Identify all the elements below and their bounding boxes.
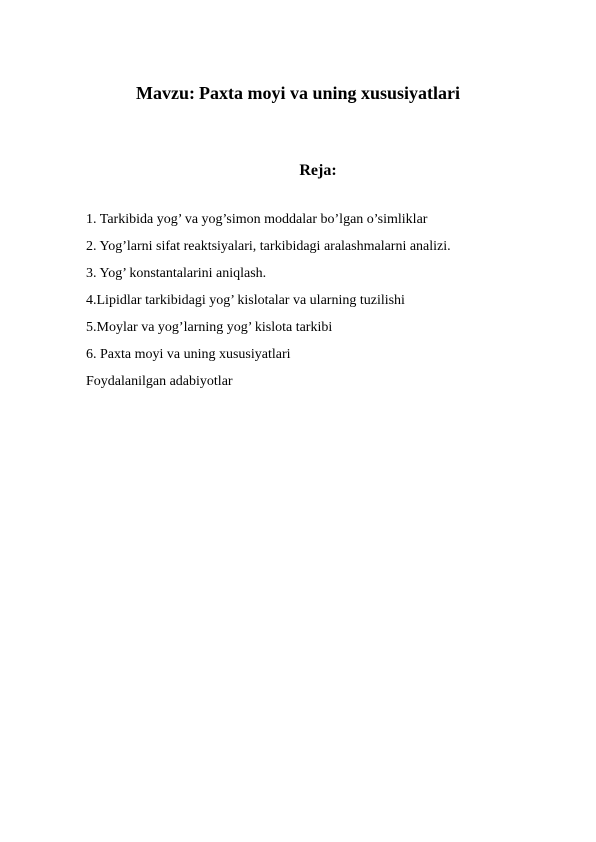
plan-item: 2. Yog’larni sifat reaktsiyalari, tarkibidagi aralashmalarni analizi. bbox=[86, 239, 451, 254]
title-label: Mavzu: bbox=[135, 83, 195, 103]
plan-item: 6. Paxta moyi va uning xususiyatlari bbox=[86, 347, 291, 362]
document-title bbox=[0, 81, 596, 105]
plan-item: 1. Tarkibida yog’ va yog’simon moddalar bo’lgan o’simliklar bbox=[86, 212, 428, 227]
plan-item: 5.Moylar va yog’larning yog’ kislota tarkibi bbox=[86, 320, 333, 335]
plan-item: 4.Lipidlar tarkibidagi yog’ kislotalar va ularning tuzilishi bbox=[86, 293, 405, 308]
plan-item: Foydalanilgan adabiyotlar bbox=[86, 374, 233, 389]
plan-item: 3. Yog’ konstantalarini aniqlash. bbox=[86, 266, 267, 281]
title-text: Paxta moyi va uning xususiyatlari bbox=[198, 83, 461, 103]
plan-heading: Reja: bbox=[299, 162, 337, 179]
plan-list bbox=[86, 206, 451, 395]
